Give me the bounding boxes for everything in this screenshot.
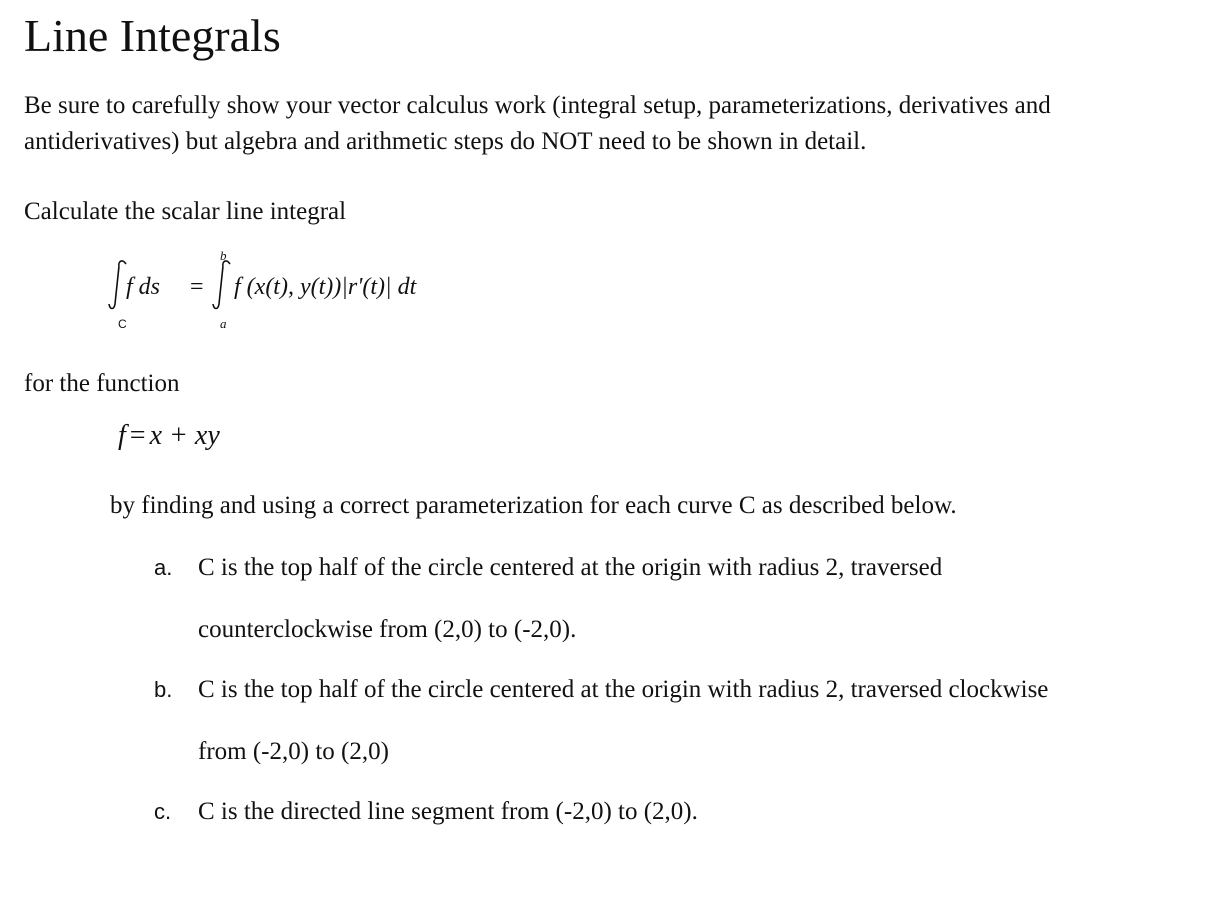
part-b-line2: from (-2,0) to (2,0)	[198, 738, 389, 765]
formula-equals: =	[190, 274, 204, 300]
part-c-line1: C is the directed line segment from (-2,0) to (2,0).	[198, 798, 698, 825]
function-lhs: f	[118, 420, 126, 451]
formula-upper-limit: b	[220, 248, 227, 263]
for-function-label: for the function	[24, 370, 180, 397]
instructions-paragraph: Be sure to carefully show your vector calculus work (integral setup, parameterizations, derivatives and antiderivatives) but algebra and arithmetic steps do NOT need to be shown in detail.	[24, 92, 1051, 155]
integral-sign-right	[213, 261, 230, 309]
part-a-letter: a.	[154, 555, 173, 580]
parameterization-instruction: by finding and using a correct parameterization for each curve C as described below.	[110, 492, 957, 519]
function-rhs: x + xy	[149, 420, 220, 451]
line-integral-formula	[112, 244, 512, 334]
part-a-line1: C is the top half of the circle centered at the origin with radius 2, traversed	[198, 554, 943, 581]
formula-svg	[112, 244, 512, 334]
formula-lhs-lower-limit: C	[118, 317, 127, 331]
formula-lower-limit: a	[220, 316, 227, 331]
part-c-letter: c.	[154, 799, 172, 824]
formula-lhs-integrand: f ds	[126, 274, 161, 300]
part-b-line1: C is the top half of the circle centered at the origin with radius 2, traversed clockwise	[198, 676, 1049, 703]
part-b-letter: b.	[154, 677, 173, 702]
integral-sign-left	[109, 261, 126, 309]
page-title: Line Integrals	[24, 10, 281, 61]
function-equals: =	[129, 420, 146, 451]
function-definition	[118, 418, 220, 454]
formula-rhs-integrand: f (x(t), y(t))|r'(t)| dt	[234, 274, 417, 300]
part-a-line2: counterclockwise from (2,0) to (-2,0).	[198, 616, 577, 643]
calculate-prompt: Calculate the scalar line integral	[24, 198, 347, 225]
